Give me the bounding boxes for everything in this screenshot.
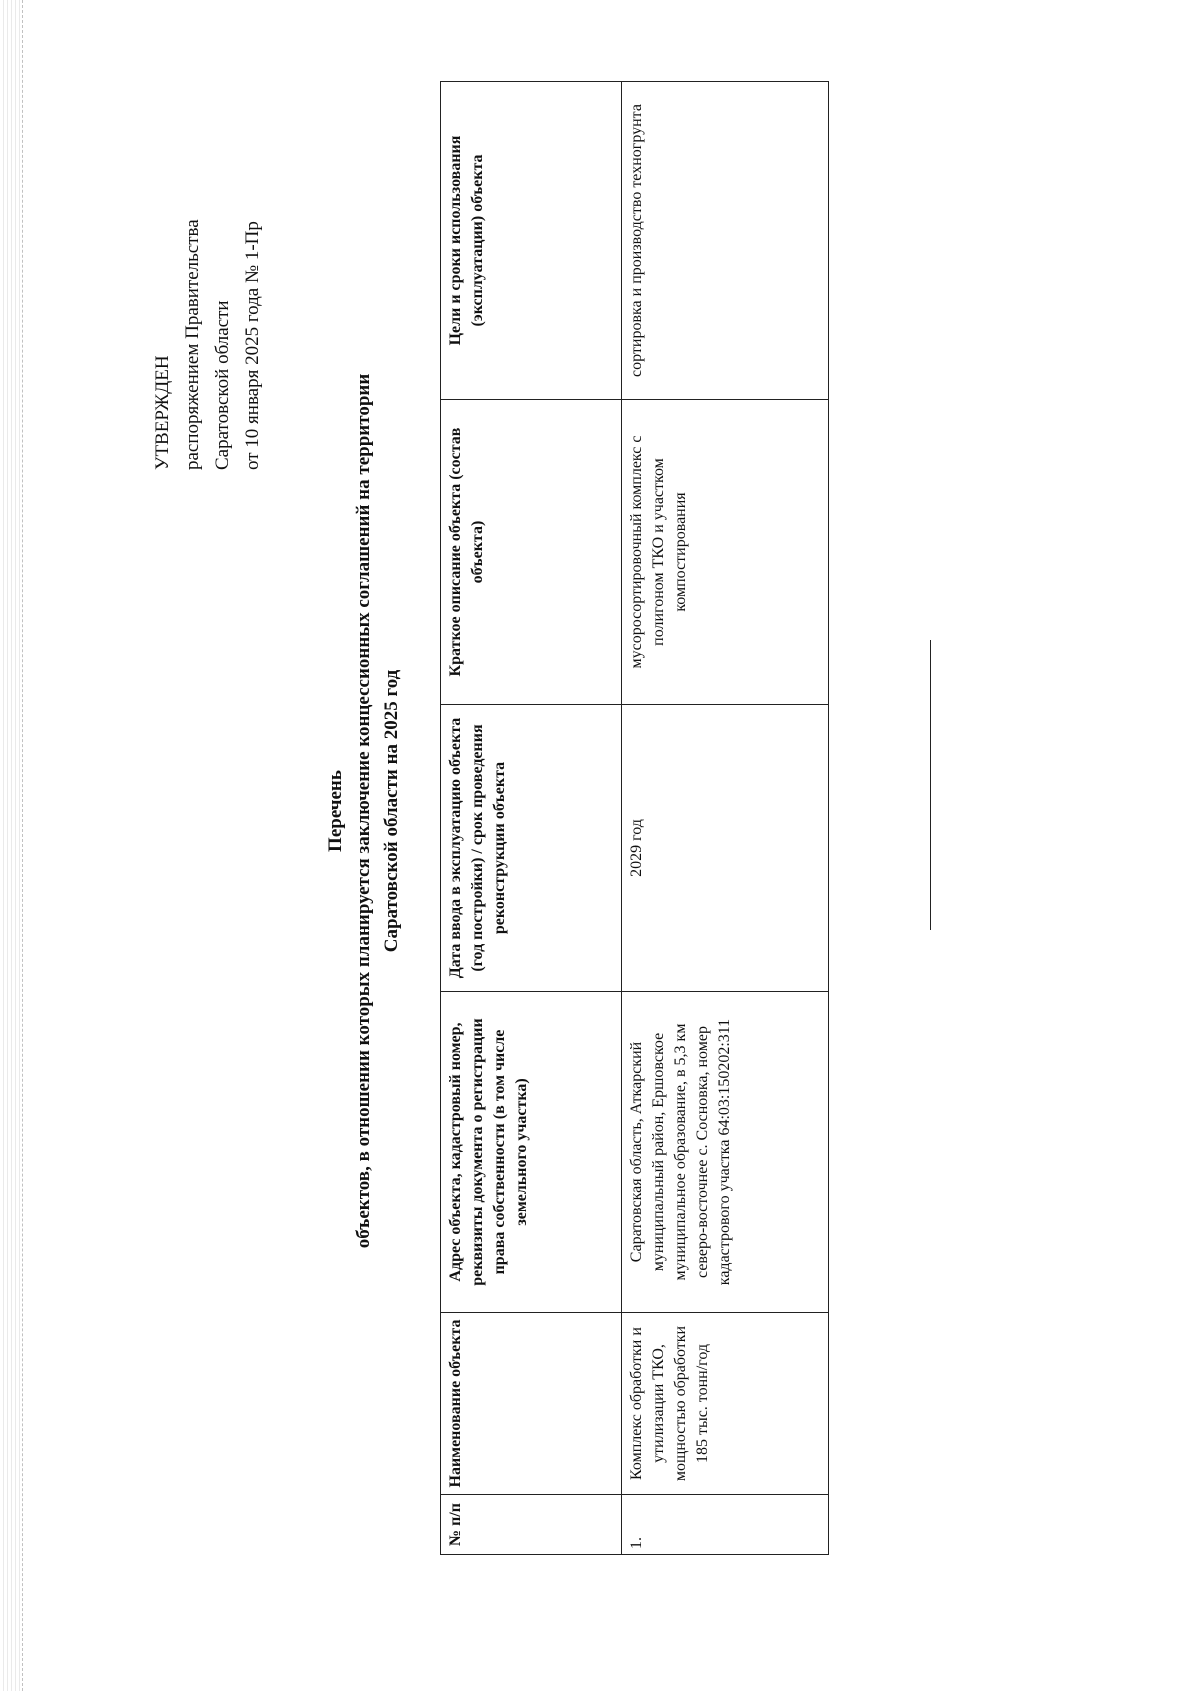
header-number: № п/п (441, 1495, 622, 1555)
header-purpose: Цели и сроки использования (эксплуатации) объекта (441, 82, 622, 400)
approval-line: УТВЕРЖДЕН (152, 355, 173, 470)
cell-name: Комплекс обработки и утилизации ТКО, мощностью обработки 185 тыс. тонн/год (622, 1313, 829, 1495)
table-row (622, 82, 829, 1555)
cell-number: 1. (622, 1495, 829, 1555)
approval-line: Саратовской области (212, 300, 233, 470)
cell-description: мусоросортировочный комплекс с полигоном ТКО и участком компостирования (622, 400, 829, 705)
document-title (322, 231, 406, 1391)
header-name: Наименование объекта (441, 1313, 622, 1495)
title-line: Перечень (325, 770, 346, 852)
cell-purpose: сортировка и производство техногрунта (622, 82, 829, 400)
cell-address: Саратовская область, Аткарский муниципальный район, Ершовское муниципальное образование, в 5,3 км северо-восточнее с. Сосновка, номер кадастрового участка 64:03:150202:311 (622, 992, 829, 1313)
objects-table (440, 81, 829, 1555)
cell-date: 2029 год (622, 705, 829, 992)
table-header-row (441, 82, 622, 1555)
approval-line: распоряжением Правительства (182, 219, 203, 470)
header-address: Адрес объекта, кадастровый номер, реквизиты документа о регистрации права собственности (в том числе земельного участка) (441, 992, 622, 1313)
title-line: объектов, в отношении которых планируется заключение концессионных соглашений на территории (353, 373, 374, 1249)
approval-stamp (148, 219, 268, 470)
approval-line: от 10 января 2025 года № 1-Пр (242, 221, 263, 470)
title-line: Саратовской области на 2025 год (381, 669, 402, 953)
header-description: Краткое описание объекта (состав объекта) (441, 400, 622, 705)
end-rule (930, 640, 931, 930)
header-date: Дата ввода в эксплуатацию объекта (год постройки) / срок проведения реконструкции объекта (441, 705, 622, 992)
